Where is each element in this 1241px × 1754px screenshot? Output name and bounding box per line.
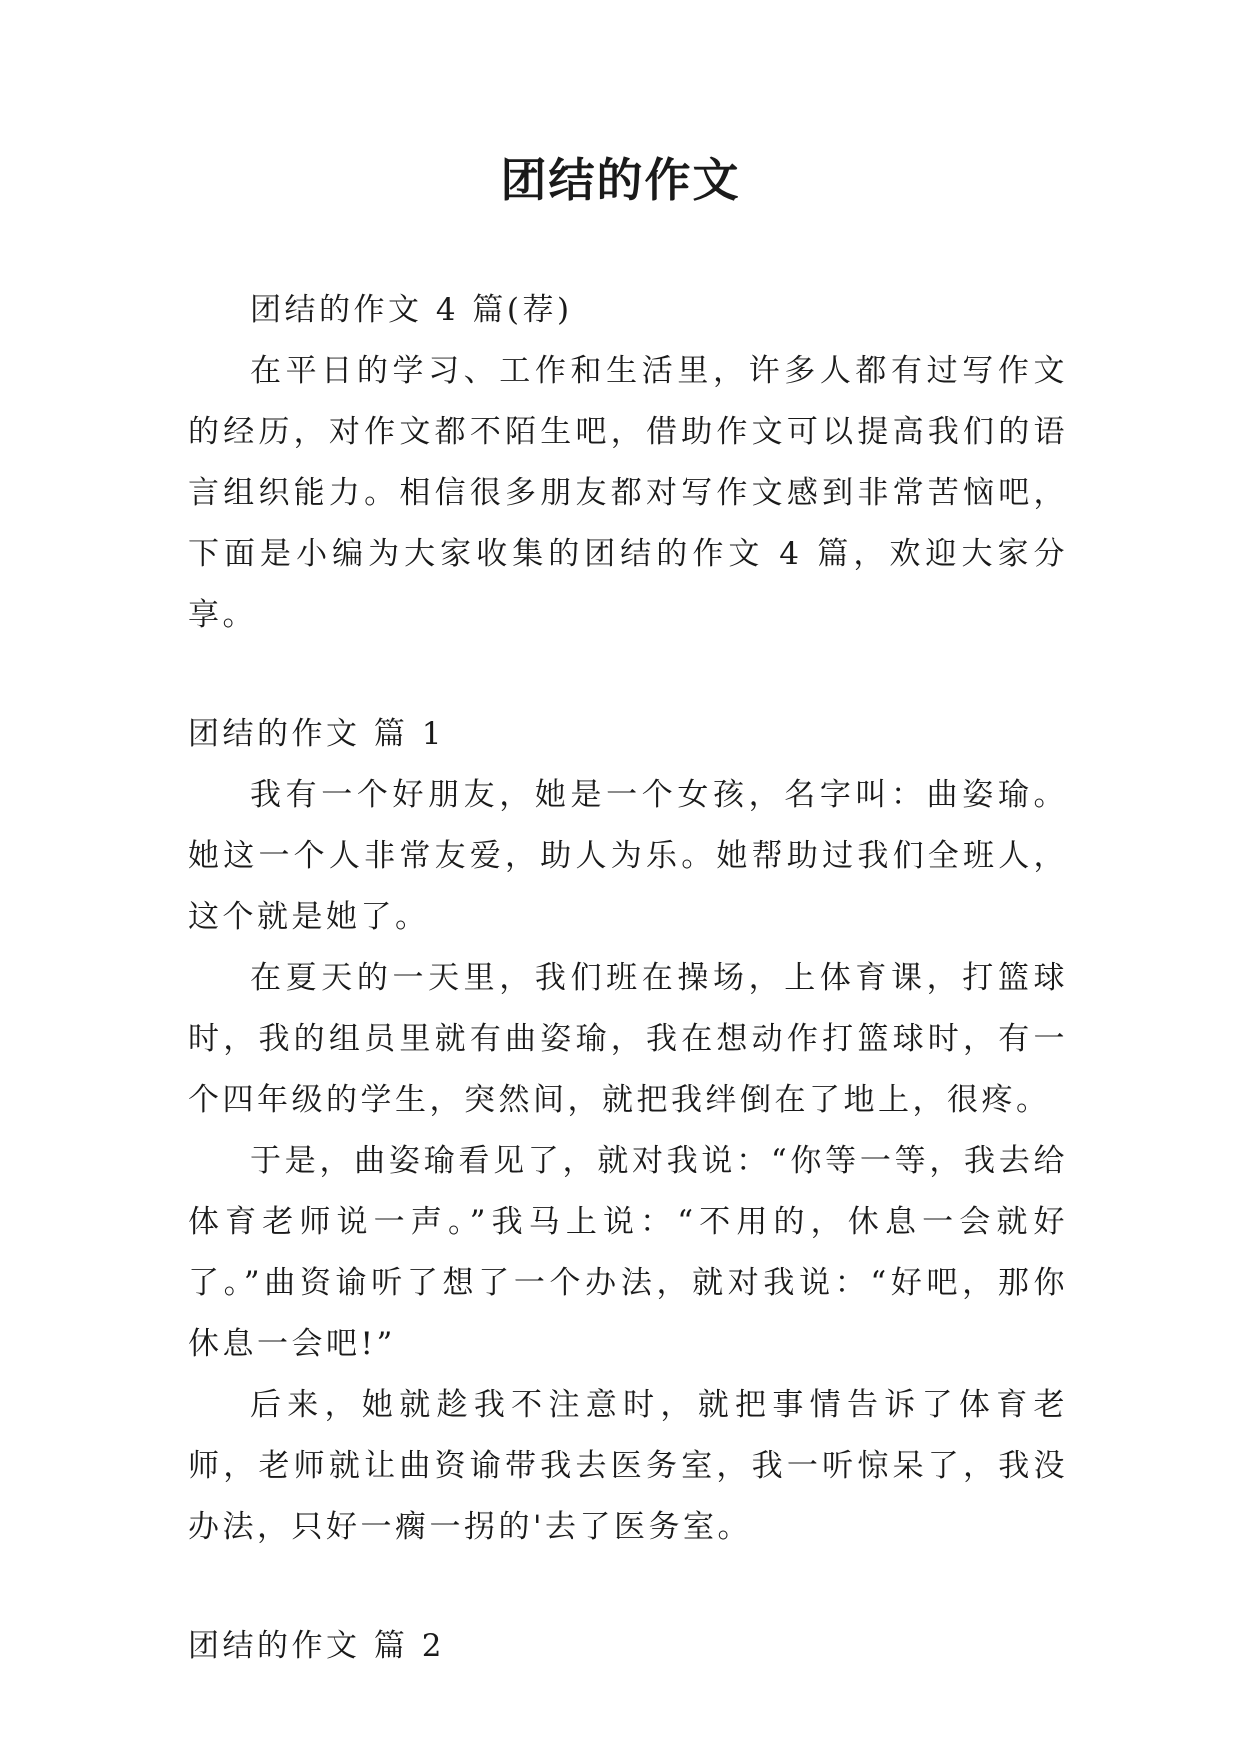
section-1-paragraph-1: 我有一个好朋友，她是一个女孩，名字叫：曲姿瑜。她这一个人非常友爱，助人为乐。她帮助过我们全班人，这个就是她了。 (188, 777, 1068, 935)
document-body (188, 280, 1068, 1677)
intro-paragraph: 在平日的学习、工作和生活里，许多人都有过写作文的经历，对作文都不陌生吧，借助作文可以提高我们的语言组织能力。相信很多朋友都对写作文感到非常苦恼吧，下面是小编为大家收集的团结的作文 4 篇，欢迎大家分享。 (188, 353, 1068, 633)
section-heading-2: 团结的作文 篇 2 (188, 1628, 445, 1664)
section-heading-1: 团结的作文 篇 1 (188, 716, 445, 752)
section-1-paragraph-2: 在夏天的一天里，我们班在操场，上体育课，打篮球时，我的组员里就有曲姿瑜，我在想动作打篮球时，有一个四年级的学生，突然间，就把我绊倒在了地上，很疼。 (188, 960, 1068, 1118)
section-1-paragraph-3: 于是，曲姿瑜看见了，就对我说：“你等一等，我去给体育老师说一声。”我马上说：“不用的，休息一会就好了。”曲资谕听了想了一个办法，就对我说：“好吧，那你休息一会吧!” (188, 1143, 1068, 1362)
section-1-paragraph-4: 后来，她就趁我不注意时，就把事情告诉了体育老师，老师就让曲资谕带我去医务室，我一听惊呆了，我没办法，只好一瘸一拐的'去了医务室。 (188, 1387, 1068, 1545)
document-title: 团结的作文 (500, 153, 741, 207)
document-subtitle: 团结的作文 4 篇(荐) (250, 292, 573, 328)
